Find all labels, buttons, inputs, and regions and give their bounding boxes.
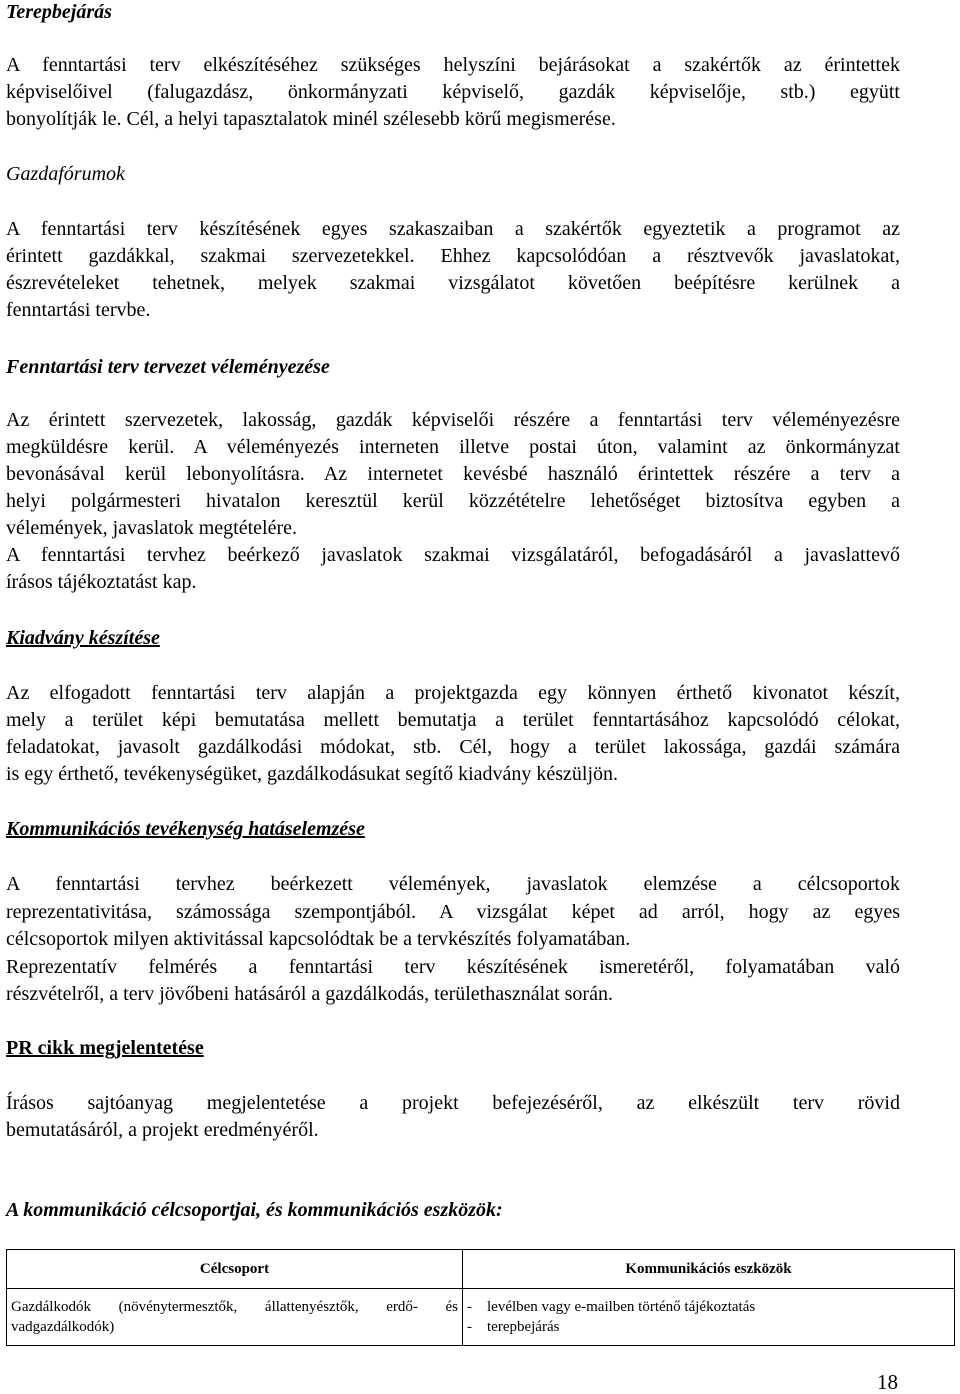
heading-pr-cikk: PR cikk megjelentetése [6,1037,204,1059]
text-line: helyi polgármesteri hivatalon keresztül kerül közzétételre lehetőséget biztosítva egyben a [6,490,900,512]
text-line: Reprezentatív felmérés a fenntartási terv készítésének ismeretéről, folyamatában való [6,955,900,978]
paragraph-kiadvany-keszitese [6,680,900,788]
list-item [467,1317,950,1337]
text-line: érintett gazdákkal, szakmai szervezetekkel. Ehhez kapcsolódóan a résztvevők javaslatokat, [6,245,900,267]
text-line: Az érintett szervezetek, lakosság, gazdák képviselői részére a fenntartási terv véleményezésre [6,409,900,431]
text-line: célcsoportok milyen aktivitással kapcsolódtak be a tervkészítés folyamatában. [6,928,631,950]
heading-celcsoportok: A kommunikáció célcsoportjai, és kommunikációs eszközök: [6,1199,503,1221]
list-item [467,1297,950,1317]
paragraph-terepbejaras [6,52,900,133]
table-header-celcsoport: Célcsoport [7,1250,463,1289]
text-line: Írásos sajtóanyag megjelentetése a projekt befejezéséről, az elkészült terv rövid [6,1092,900,1114]
text-line: A fenntartási tervhez beérkező javaslatok szakmai vizsgálatáról, befogadásáról a javaslattevő [6,544,900,566]
text-line: bonyolítják le. Cél, a helyi tapasztalatok minél szélesebb körű megismerése. [6,108,616,130]
text-line: A fenntartási terv elkészítéséhez szükséges helyszíni bejárásokat a szakértők az érintettek [6,54,900,76]
text-line: reprezentativitása, számossága szempontjából. A vizsgálat képet ad arról, hogy az egyes [6,900,900,923]
list-item-text: levélben vagy e-mailben történő tájékoztatás [487,1299,756,1315]
heading-kiadvany-keszitese: Kiadvány készítése [6,627,160,649]
paragraph-tervezet-velemenyezese [6,407,900,596]
table-cell-target-group: Gazdálkodók (növénytermesztők, állattenyésztők, erdő- és vadgazdálkodók) [7,1289,463,1346]
paragraph-gazdaforumok [6,216,900,324]
text-line: írásos tájékoztatást kap. [6,571,197,593]
list-item-text: terepbejárás [487,1319,560,1335]
heading-gazdaforumok: Gazdafórumok [6,163,125,185]
text-line: részvételről, a terv jövőbeni hatásáról a gazdálkodás, területhasználat során. [6,983,613,1005]
text-line: fenntartási tervbe. [6,299,151,321]
text-line: megküldésre kerül. A véleményezés interneten illetve postai úton, valamint az önkormányzat [6,436,900,458]
dash-bullet: - [467,1299,472,1315]
text-line: mely a terület képi bemutatása mellett bemutatja a terület fenntartásához kapcsolódó célokat, [6,709,900,731]
table-header-row [7,1250,955,1289]
page-number: 18 [877,1370,898,1394]
table-header-eszkozok: Kommunikációs eszközök [463,1250,955,1289]
paragraph-pr-cikk [6,1090,900,1144]
text-line: bevonásával kerül lebonyolításra. Az internetet kevésbé használó érintettek részére a terv a [6,463,900,485]
text-line: A fenntartási terv készítésének egyes szakaszaiban a szakértők egyeztetik a programot az [6,218,900,240]
text-line: bemutatásáról, a projekt eredményéről. [6,1119,319,1141]
heading-terepbejaras: Terepbejárás [6,1,112,23]
table-row [7,1289,955,1346]
text-line: A fenntartási tervhez beérkezett vélemények, javaslatok elemzése a célcsoportok [6,873,900,895]
table-cell-tools [463,1289,955,1346]
text-line: vélemények, javaslatok megtételére. [6,517,297,539]
heading-tervezet-velemenyezese: Fenntartási terv tervezet véleményezése [6,356,330,378]
paragraph-hataselemzes [6,871,900,1009]
text-line: feladatokat, javasolt gazdálkodási módokat, stb. Cél, hogy a terület lakossága, gazdái számára [6,736,900,758]
communication-table [6,1249,955,1346]
dash-bullet: - [467,1319,472,1335]
text-line: észrevételeket tehetnek, melyek szakmai vizsgálatot követően beépítésre kerülnek a [6,272,900,294]
text-line: is egy érthető, tevékenységüket, gazdálkodásukat segítő kiadvány készüljön. [6,763,619,785]
heading-hataselemzes: Kommunikációs tevékenység hatáselemzése [6,818,365,840]
text-line: Az elfogadott fenntartási terv alapján a projektgazda egy könnyen érthető kivonatot készít, [6,682,900,704]
text-line: képviselőivel (falugazdász, önkormányzati képviselő, gazdák képviselője, stb.) együtt [6,81,900,103]
